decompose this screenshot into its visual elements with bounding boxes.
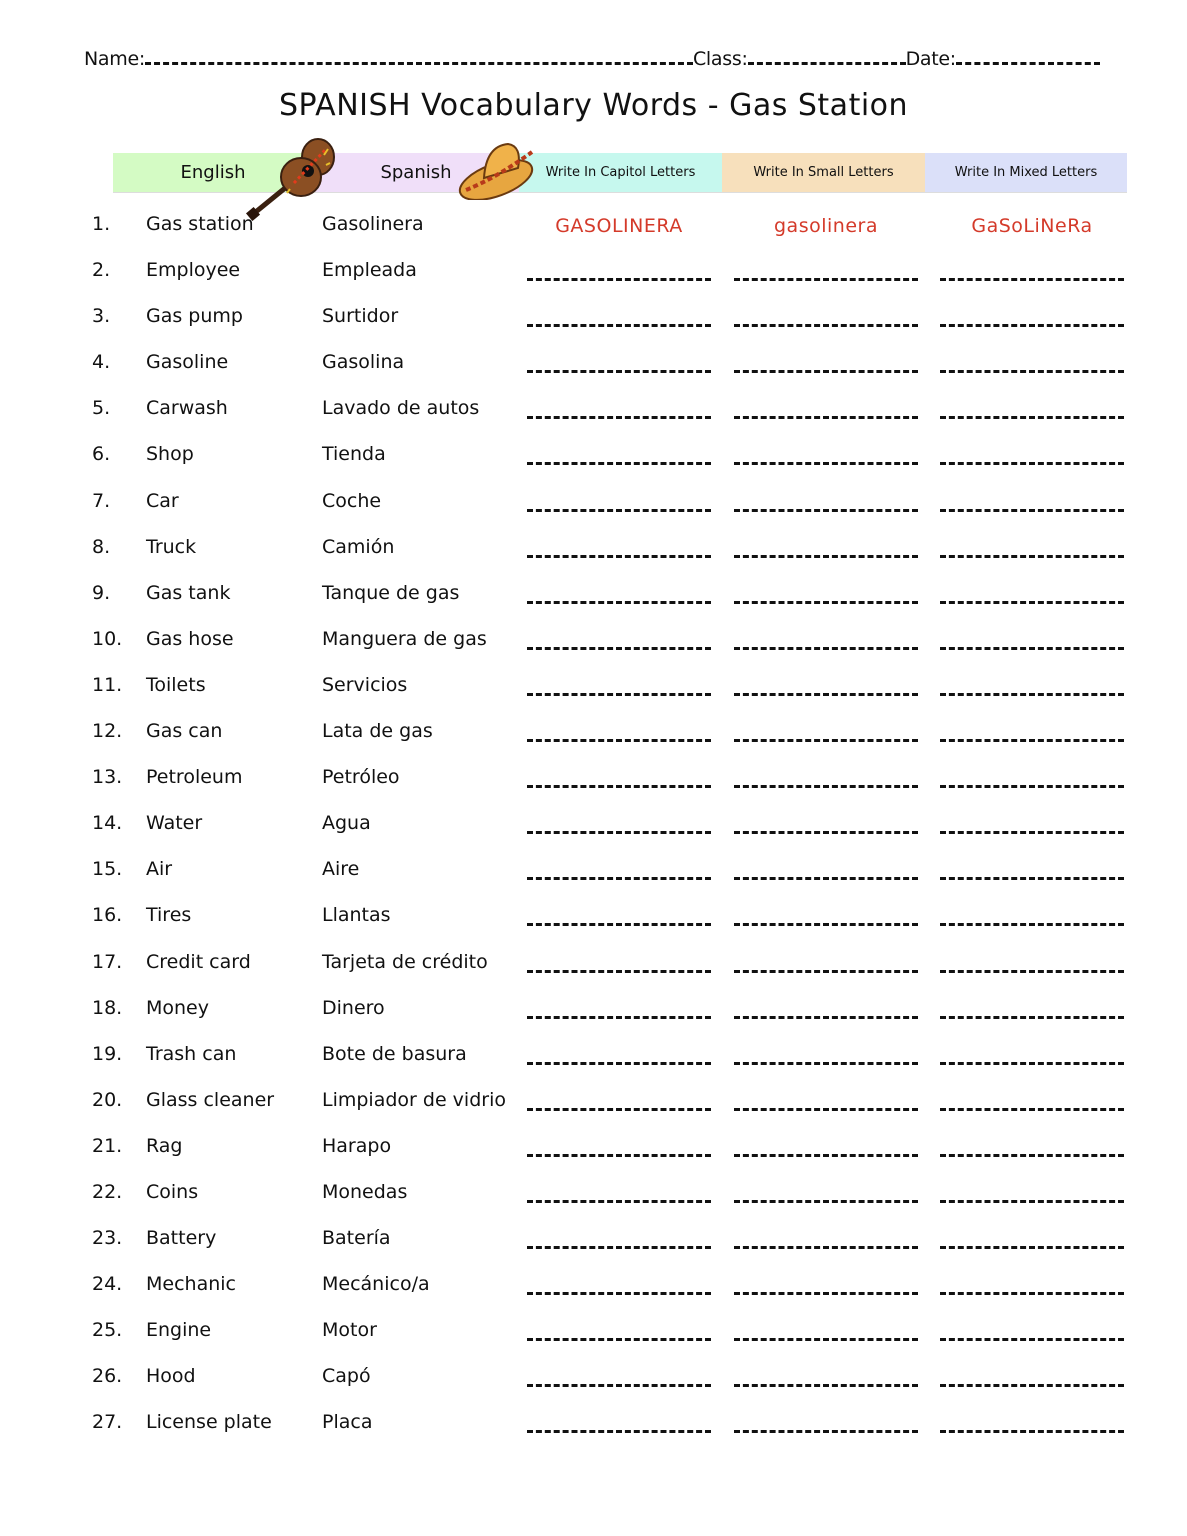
english-word: Gas can bbox=[146, 720, 223, 743]
row-number: 16. bbox=[92, 904, 123, 927]
table-row bbox=[92, 712, 1132, 758]
small-blank[interactable] bbox=[734, 555, 918, 558]
english-word: Toilets bbox=[146, 673, 206, 696]
spanish-word: Monedas bbox=[322, 1180, 408, 1203]
mixed-blank[interactable] bbox=[940, 647, 1124, 650]
mixed-blank[interactable] bbox=[940, 1016, 1124, 1019]
mixed-blank[interactable] bbox=[940, 1292, 1124, 1295]
capital-blank[interactable] bbox=[527, 370, 711, 373]
table-row bbox=[92, 1265, 1132, 1311]
name-label: Name: bbox=[84, 48, 145, 70]
spanish-word: Aire bbox=[322, 858, 360, 881]
mixed-blank[interactable] bbox=[940, 1200, 1124, 1203]
english-word: Gas hose bbox=[146, 627, 234, 650]
mixed-blank[interactable] bbox=[940, 324, 1124, 327]
english-word: Trash can bbox=[146, 1042, 237, 1065]
class-label: Class: bbox=[692, 48, 748, 70]
small-blank[interactable] bbox=[734, 1154, 918, 1157]
small-blank[interactable] bbox=[734, 647, 918, 650]
small-blank[interactable] bbox=[734, 877, 918, 880]
example-small: gasolinera bbox=[774, 215, 878, 237]
spanish-word: Tanque de gas bbox=[322, 581, 460, 604]
row-number: 18. bbox=[92, 996, 123, 1019]
date-label: Date: bbox=[905, 48, 956, 70]
capital-blank[interactable] bbox=[527, 1154, 711, 1157]
table-row bbox=[92, 1035, 1132, 1081]
capital-blank[interactable] bbox=[527, 831, 711, 834]
capital-blank[interactable] bbox=[527, 416, 711, 419]
table-row bbox=[92, 297, 1132, 343]
mixed-blank[interactable] bbox=[940, 1338, 1124, 1341]
capital-blank[interactable] bbox=[527, 693, 711, 696]
small-blank[interactable] bbox=[734, 693, 918, 696]
small-blank[interactable] bbox=[734, 462, 918, 465]
table-row bbox=[92, 482, 1132, 528]
english-word: Employee bbox=[146, 259, 241, 282]
english-word: Carwash bbox=[146, 397, 228, 420]
column-header-small: Write In Small Letters bbox=[722, 153, 925, 193]
mixed-blank[interactable] bbox=[940, 555, 1124, 558]
english-word: Gas pump bbox=[146, 305, 243, 328]
row-number: 1. bbox=[92, 213, 111, 235]
table-row bbox=[92, 1403, 1132, 1449]
table-row bbox=[92, 389, 1132, 435]
small-blank[interactable] bbox=[734, 739, 918, 742]
row-number: 15. bbox=[92, 858, 123, 881]
english-word: Shop bbox=[146, 443, 194, 466]
capital-blank[interactable] bbox=[527, 647, 711, 650]
row-number: 11. bbox=[92, 673, 123, 696]
english-word: Gas tank bbox=[146, 581, 231, 604]
row-number: 14. bbox=[92, 812, 123, 835]
mixed-blank[interactable] bbox=[940, 1246, 1124, 1249]
small-blank[interactable] bbox=[734, 1200, 918, 1203]
small-blank[interactable] bbox=[734, 324, 918, 327]
mixed-blank[interactable] bbox=[940, 831, 1124, 834]
spanish-word: Agua bbox=[322, 812, 371, 835]
small-blank[interactable] bbox=[734, 1292, 918, 1295]
table-row bbox=[92, 205, 1132, 251]
vocabulary-list bbox=[92, 205, 1132, 1450]
english-word: Truck bbox=[146, 535, 197, 558]
row-number: 10. bbox=[92, 627, 123, 650]
row-number: 12. bbox=[92, 720, 123, 743]
small-blank[interactable] bbox=[734, 923, 918, 926]
spanish-word: Coche bbox=[322, 489, 382, 512]
column-header-capital: Write In Capitol Letters bbox=[519, 153, 722, 193]
small-blank[interactable] bbox=[734, 1338, 918, 1341]
mixed-blank[interactable] bbox=[940, 970, 1124, 973]
row-number: 22. bbox=[92, 1180, 123, 1203]
row-number: 9. bbox=[92, 581, 111, 604]
date-field[interactable] bbox=[956, 48, 1100, 65]
table-row bbox=[92, 1127, 1132, 1173]
mixed-blank[interactable] bbox=[940, 416, 1124, 419]
english-word: Water bbox=[146, 812, 203, 835]
mixed-blank[interactable] bbox=[940, 1154, 1124, 1157]
capital-blank[interactable] bbox=[527, 1016, 711, 1019]
capital-blank[interactable] bbox=[527, 324, 711, 327]
capital-blank[interactable] bbox=[527, 462, 711, 465]
row-number: 26. bbox=[92, 1365, 123, 1388]
small-blank[interactable] bbox=[734, 831, 918, 834]
row-number: 27. bbox=[92, 1411, 123, 1434]
english-word: Money bbox=[146, 996, 209, 1019]
table-row bbox=[92, 943, 1132, 989]
english-word: Glass cleaner bbox=[146, 1088, 275, 1111]
english-word: Coins bbox=[146, 1180, 199, 1203]
english-word: Petroleum bbox=[146, 766, 243, 789]
name-field[interactable] bbox=[145, 48, 693, 65]
english-word: Engine bbox=[146, 1319, 212, 1342]
table-row bbox=[92, 1219, 1132, 1265]
row-number: 24. bbox=[92, 1273, 123, 1296]
table-row bbox=[92, 1081, 1132, 1127]
capital-blank[interactable] bbox=[527, 509, 711, 512]
english-word: Battery bbox=[146, 1227, 217, 1250]
spanish-word: Camión bbox=[322, 535, 395, 558]
spanish-word: Capó bbox=[322, 1365, 371, 1388]
mixed-blank[interactable] bbox=[940, 1430, 1124, 1433]
column-header-mixed: Write In Mixed Letters bbox=[925, 153, 1127, 193]
capital-blank[interactable] bbox=[527, 555, 711, 558]
mixed-blank[interactable] bbox=[940, 739, 1124, 742]
sombrero-icon bbox=[456, 138, 540, 200]
table-row bbox=[92, 1173, 1132, 1219]
table-row bbox=[92, 1311, 1132, 1357]
capital-blank[interactable] bbox=[527, 1246, 711, 1249]
page-title: SPANISH Vocabulary Words - Gas Station bbox=[278, 88, 909, 123]
mixed-blank[interactable] bbox=[940, 462, 1124, 465]
capital-blank[interactable] bbox=[527, 923, 711, 926]
example-capital: GASOLINERA bbox=[555, 215, 683, 237]
table-row bbox=[92, 251, 1132, 297]
table-row bbox=[92, 804, 1132, 850]
spanish-word: Servicios bbox=[322, 673, 408, 696]
mixed-blank[interactable] bbox=[940, 785, 1124, 788]
english-word: Hood bbox=[146, 1365, 196, 1388]
spanish-word: Surtidor bbox=[322, 305, 399, 328]
table-row bbox=[92, 343, 1132, 389]
mixed-blank[interactable] bbox=[940, 693, 1124, 696]
mixed-blank[interactable] bbox=[940, 370, 1124, 373]
mixed-blank[interactable] bbox=[940, 1108, 1124, 1111]
row-number: 25. bbox=[92, 1319, 123, 1342]
english-word: Rag bbox=[146, 1134, 183, 1157]
capital-blank[interactable] bbox=[527, 278, 711, 281]
table-row bbox=[92, 1357, 1132, 1403]
small-blank[interactable] bbox=[734, 785, 918, 788]
spanish-word: Placa bbox=[322, 1411, 373, 1434]
mixed-blank[interactable] bbox=[940, 877, 1124, 880]
capital-blank[interactable] bbox=[527, 739, 711, 742]
class-field[interactable] bbox=[748, 48, 906, 65]
table-row bbox=[92, 989, 1132, 1035]
mixed-blank[interactable] bbox=[940, 1384, 1124, 1387]
small-blank[interactable] bbox=[734, 370, 918, 373]
spanish-word: Mecánico/a bbox=[322, 1273, 430, 1296]
small-blank[interactable] bbox=[734, 1108, 918, 1111]
spanish-word: Dinero bbox=[322, 996, 385, 1019]
capital-blank[interactable] bbox=[527, 1108, 711, 1111]
english-word: Tires bbox=[146, 904, 192, 927]
table-row bbox=[92, 666, 1132, 712]
row-number: 21. bbox=[92, 1134, 123, 1157]
table-row bbox=[92, 574, 1132, 620]
mixed-blank[interactable] bbox=[940, 278, 1124, 281]
row-number: 3. bbox=[92, 305, 111, 328]
table-row bbox=[92, 528, 1132, 574]
capital-blank[interactable] bbox=[527, 1384, 711, 1387]
english-word: Mechanic bbox=[146, 1273, 236, 1296]
row-number: 5. bbox=[92, 397, 111, 420]
english-word: Gasoline bbox=[146, 351, 229, 374]
row-number: 17. bbox=[92, 950, 123, 973]
table-row bbox=[92, 620, 1132, 666]
english-word: Credit card bbox=[146, 950, 251, 973]
small-blank[interactable] bbox=[734, 1016, 918, 1019]
capital-blank[interactable] bbox=[527, 877, 711, 880]
small-blank[interactable] bbox=[734, 416, 918, 419]
spanish-word: Batería bbox=[322, 1227, 391, 1250]
mixed-blank[interactable] bbox=[940, 509, 1124, 512]
table-row bbox=[92, 758, 1132, 804]
small-blank[interactable] bbox=[734, 601, 918, 604]
example-mixed: GaSoLiNeRa bbox=[971, 215, 1093, 237]
spanish-word: Gasolinera bbox=[322, 213, 424, 235]
row-number: 13. bbox=[92, 766, 123, 789]
capital-blank[interactable] bbox=[527, 970, 711, 973]
spanish-word: Petróleo bbox=[322, 766, 400, 789]
mixed-blank[interactable] bbox=[940, 1062, 1124, 1065]
spanish-word: Llantas bbox=[322, 904, 391, 927]
small-blank[interactable] bbox=[734, 509, 918, 512]
small-blank[interactable] bbox=[734, 1246, 918, 1249]
row-number: 23. bbox=[92, 1227, 123, 1250]
small-blank[interactable] bbox=[734, 278, 918, 281]
row-number: 8. bbox=[92, 535, 111, 558]
table-row bbox=[92, 850, 1132, 896]
row-number: 19. bbox=[92, 1042, 123, 1065]
row-number: 4. bbox=[92, 351, 111, 374]
spanish-word: Lata de gas bbox=[322, 720, 433, 743]
spanish-word: Manguera de gas bbox=[322, 627, 487, 650]
capital-blank[interactable] bbox=[527, 1292, 711, 1295]
spanish-word: Tarjeta de crédito bbox=[322, 950, 488, 973]
row-number: 2. bbox=[92, 259, 111, 282]
capital-blank[interactable] bbox=[527, 1338, 711, 1341]
capital-blank[interactable] bbox=[527, 785, 711, 788]
mixed-blank[interactable] bbox=[940, 923, 1124, 926]
mixed-blank[interactable] bbox=[940, 601, 1124, 604]
spanish-word: Gasolina bbox=[322, 351, 405, 374]
english-word: Car bbox=[146, 489, 179, 512]
capital-blank[interactable] bbox=[527, 601, 711, 604]
spanish-word: Motor bbox=[322, 1319, 377, 1342]
table-row bbox=[92, 896, 1132, 942]
spanish-word: Harapo bbox=[322, 1134, 392, 1157]
spanish-word: Bote de basura bbox=[322, 1042, 467, 1065]
student-info-line bbox=[84, 48, 1124, 76]
capital-blank[interactable] bbox=[527, 1062, 711, 1065]
english-word: Air bbox=[146, 858, 173, 881]
spanish-word: Empleada bbox=[322, 259, 417, 282]
column-header-english: English bbox=[113, 153, 313, 193]
english-word: Gas station bbox=[146, 213, 254, 235]
column-header-spanish: Spanish bbox=[313, 153, 519, 193]
spanish-word: Tienda bbox=[322, 443, 386, 466]
spanish-word: Lavado de autos bbox=[322, 397, 480, 420]
small-blank[interactable] bbox=[734, 1062, 918, 1065]
row-number: 6. bbox=[92, 443, 111, 466]
small-blank[interactable] bbox=[734, 1430, 918, 1433]
small-blank[interactable] bbox=[734, 970, 918, 973]
capital-blank[interactable] bbox=[527, 1200, 711, 1203]
row-number: 7. bbox=[92, 489, 111, 512]
capital-blank[interactable] bbox=[527, 1430, 711, 1433]
english-word: License plate bbox=[146, 1411, 272, 1434]
small-blank[interactable] bbox=[734, 1384, 918, 1387]
table-row bbox=[92, 435, 1132, 481]
row-number: 20. bbox=[92, 1088, 123, 1111]
spanish-word: Limpiador de vidrio bbox=[322, 1088, 506, 1111]
